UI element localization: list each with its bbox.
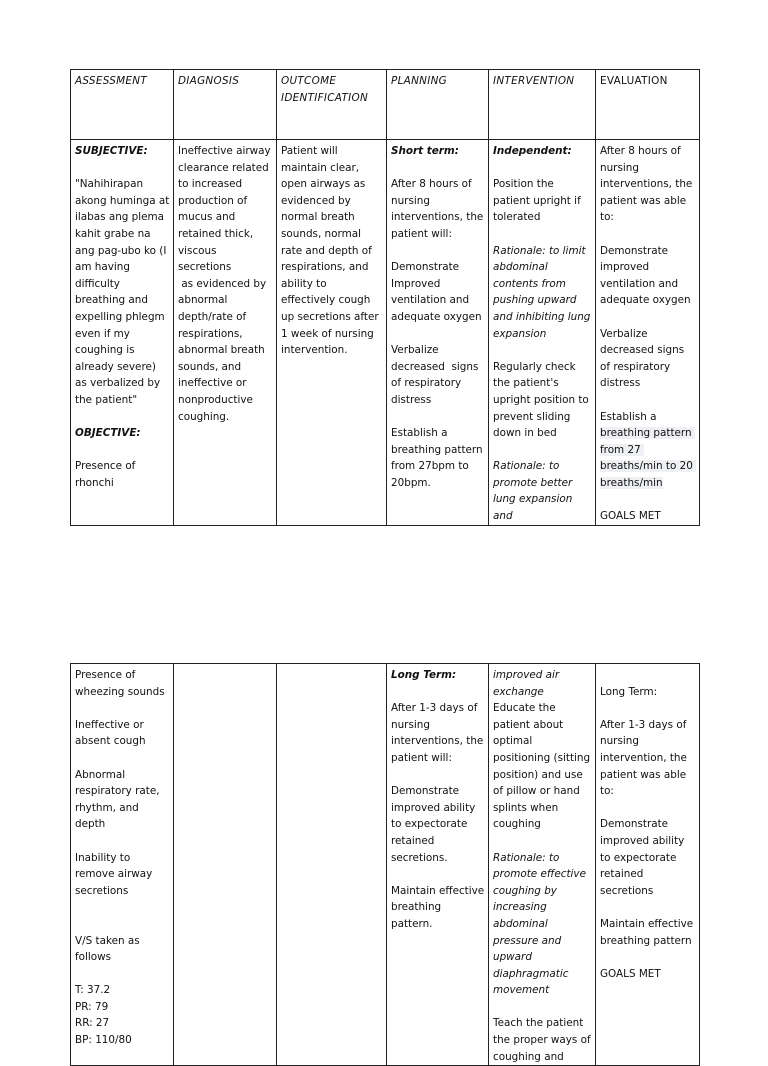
vitals-intro: V/S taken as follows [75, 934, 143, 964]
outcome-cell: Patient will maintain clear, open airways as evidenced by normal breath sounds, normal rate and depth of respirations, and ability to effectively cough up secretions after 1 week of nursing intervention. [277, 140, 387, 526]
planning-intro: After 8 hours of nursing interventions, the patient will: [391, 178, 487, 240]
intervention-item: Regularly check the patient's upright position to prevent sliding down in bed [493, 360, 593, 440]
evaluation-goal: Verbalize decreased signs of respiratory distress [600, 327, 688, 390]
planning-goal: Establish a breathing pattern from 27bpm to 20bpm. [391, 427, 486, 489]
assessment-item: Inability to remove airway secretions [75, 851, 156, 897]
planning-goal: Demonstrate Improved ventilation and adequate oxygen [391, 261, 482, 323]
evaluation-goal: Maintain effective breathing pattern [600, 917, 697, 947]
planning-label: Short term: [391, 145, 459, 157]
assessment-cell [71, 140, 174, 526]
intervention-rationale: Rationale: to promote effective coughing by increasing abdominal pressure and upward diaphragmatic movement [493, 851, 590, 997]
intervention-rationale: Rationale: to limit abdominal contents from pushing upward and inhibiting lung expansion [493, 244, 594, 340]
intervention-label: Independent: [493, 145, 572, 157]
intervention-cell [489, 664, 596, 1066]
evaluation-cell [596, 140, 700, 526]
objective-label: OBJECTIVE: [75, 427, 141, 440]
assessment-item: Abnormal respiratory rate, rhythm, and depth [75, 768, 163, 831]
evaluation-label: Long Term: [600, 685, 658, 698]
header-intervention: INTERVENTION [489, 70, 596, 140]
intervention-item: Teach the patient the proper ways of coughing and [493, 1017, 594, 1063]
outcome-cell [277, 664, 387, 1066]
diagnosis-cell: Ineffective airway clearance related to increased production of mucus and retained thick, viscous secretions as evidenced by abnormal depth/rate of respirations, abnormal breath sounds, and ineffective or nonproductive coughing. [174, 140, 277, 526]
subjective-statement: "Nahihirapan akong huminga at ilabas ang plema kahit grabe na ang pag-ubo ko (I am having difficulty breathing and expelling phlegm even if my coughing is already severe) as verbalized by the patient" [75, 178, 173, 406]
header-planning: PLANNING [387, 70, 489, 140]
subjective-label: SUBJECTIVE: [75, 145, 148, 157]
evaluation-goal-part: Establish a [600, 410, 660, 423]
planning-cell [387, 140, 489, 526]
evaluation-intro: After 1-3 days of nursing intervention, the patient was able to: [600, 718, 691, 798]
intervention-item: Educate the patient about optimal positioning (sitting position) and use of pillow or hand splints when coughing [493, 702, 594, 831]
evaluation-goal-highlight: breathing pattern from 27 breaths/min to 20 breaths/min [600, 427, 697, 489]
header-diagnosis: DIAGNOSIS [174, 70, 277, 140]
assessment-item: Ineffective or absent cough [75, 718, 148, 748]
planning-goal: Maintain effective breathing pattern. [391, 884, 488, 930]
intervention-item: Position the patient upright if tolerated [493, 178, 585, 224]
vital-blood-pressure: BP: 110/80 [75, 1034, 132, 1047]
intervention-rationale-continued: improved air exchange [493, 669, 563, 698]
table-header-row [71, 70, 700, 140]
vital-temperature: T: 37.2 [75, 984, 111, 997]
header-outcome-identification: OUTCOME IDENTIFICATION [277, 70, 387, 140]
header-evaluation: EVALUATION [596, 70, 700, 140]
goals-status: GOALS MET [600, 510, 661, 523]
objective-finding: Presence of rhonchi [75, 460, 139, 489]
evaluation-intro: After 8 hours of nursing interventions, the patient was able to: [600, 145, 696, 224]
evaluation-goal: Demonstrate improved ability to expectorate retained secretions [600, 818, 688, 897]
planning-label: Long Term: [391, 669, 457, 681]
table-row [71, 664, 700, 1066]
diagnosis-cell [174, 664, 277, 1066]
planning-intro: After 1-3 days of nursing interventions, the patient will: [391, 702, 487, 764]
vital-respiratory-rate: RR: 27 [75, 1017, 110, 1030]
care-plan-table-2 [70, 663, 700, 1066]
evaluation-goal [600, 409, 696, 492]
evaluation-cell [596, 664, 700, 1066]
header-assessment: ASSESSMENT [71, 70, 174, 140]
table-row [71, 140, 700, 526]
care-plan-table-1 [70, 69, 700, 526]
goals-status: GOALS MET [600, 967, 661, 980]
assessment-item: Presence of wheezing sounds [75, 669, 165, 698]
vital-pulse-rate: PR: 79 [75, 1000, 109, 1013]
intervention-rationale: Rationale: to promote better lung expansion and [493, 460, 576, 523]
planning-goal: Verbalize decreased signs of respiratory distress [391, 344, 482, 406]
intervention-cell [489, 140, 596, 526]
assessment-cell [71, 664, 174, 1066]
planning-cell [387, 664, 489, 1066]
evaluation-goal: Demonstrate improved ventilation and adequate oxygen [600, 244, 691, 307]
planning-goal: Demonstrate improved ability to expectorate retained secretions. [391, 785, 479, 864]
